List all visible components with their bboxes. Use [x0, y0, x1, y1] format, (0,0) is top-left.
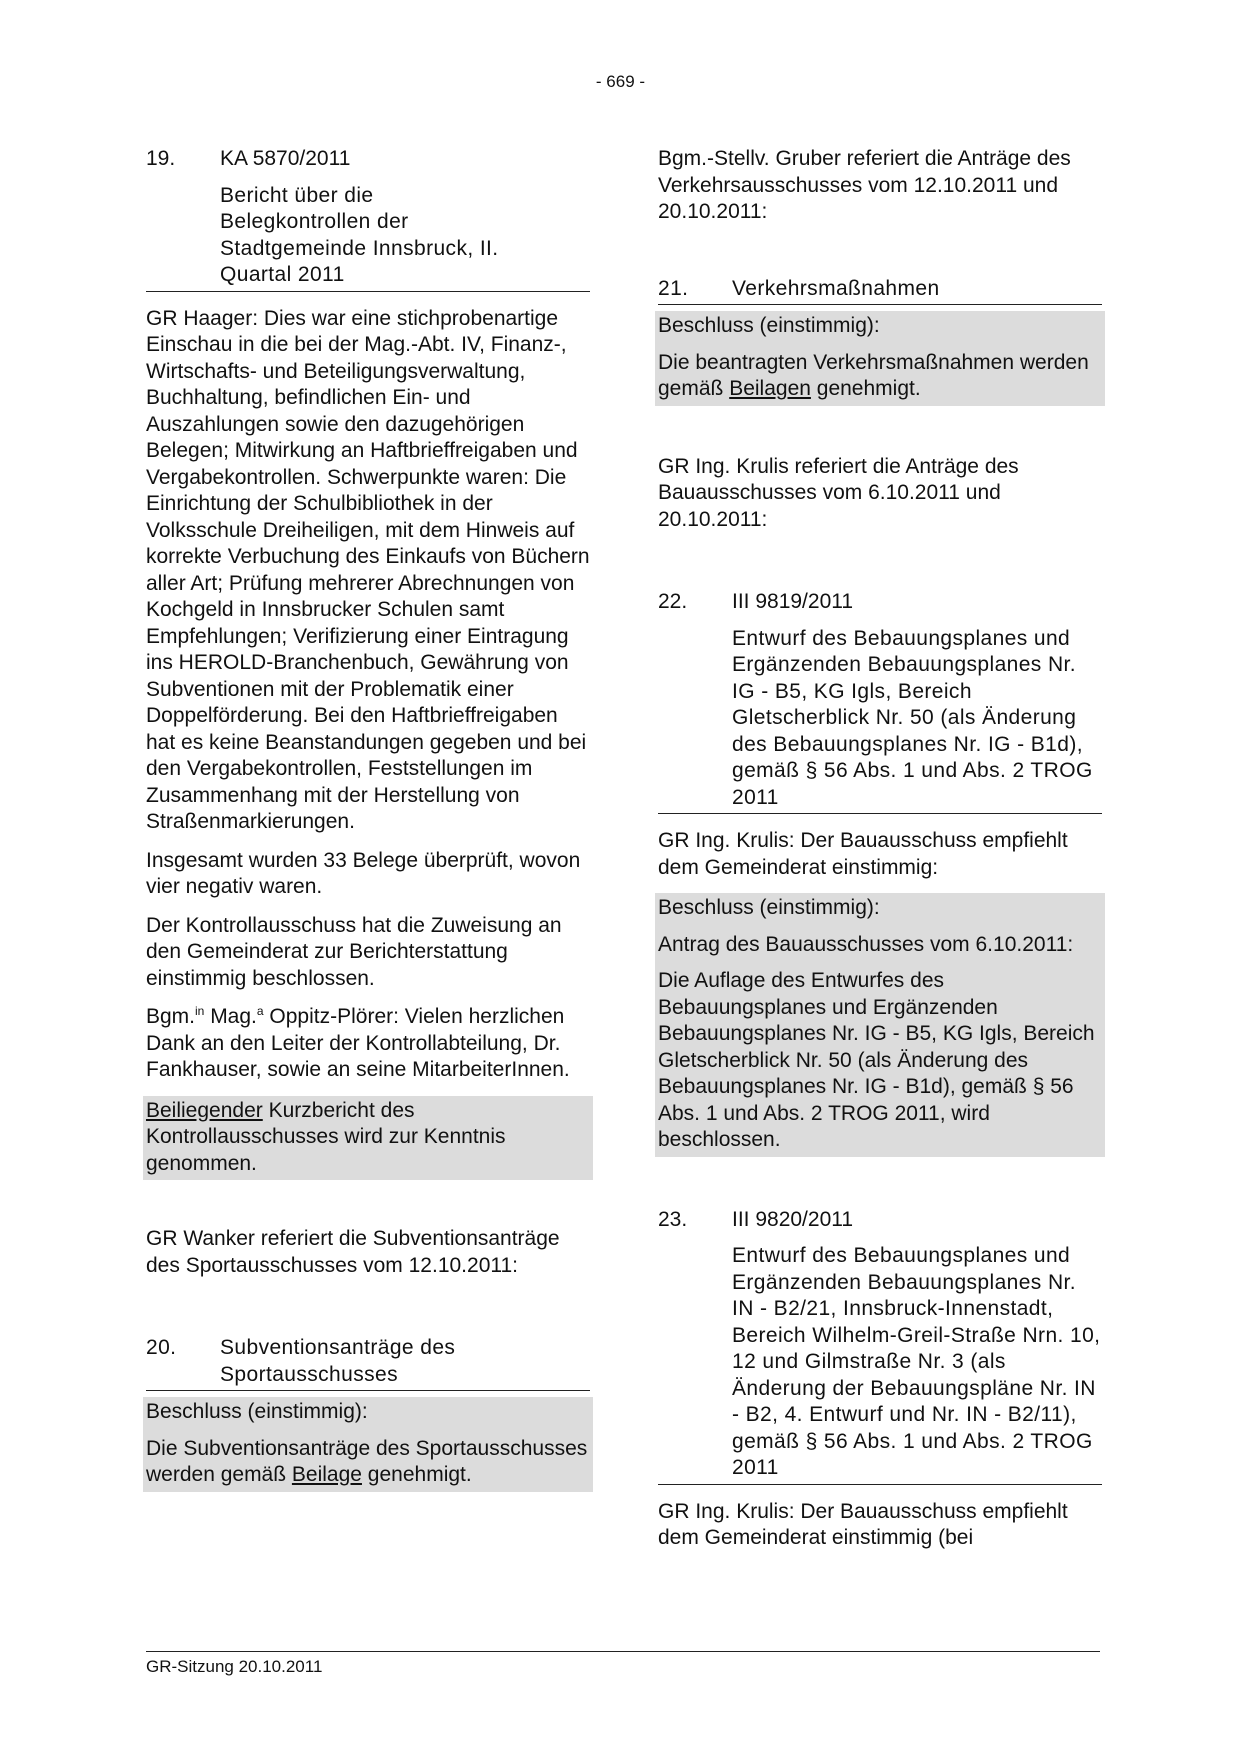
item-number: 20. [146, 1336, 177, 1359]
item-title: Verkehrsmaßnahmen [732, 276, 940, 300]
agenda-item-20 [146, 1335, 590, 1391]
right-column [658, 146, 1102, 1552]
paragraph-belege: Insgesamt wurden 33 Belege überprüft, wovon vier negativ waren. [146, 848, 581, 898]
decision-heading: Beschluss (einstimmig): [658, 896, 880, 919]
left-column [146, 146, 590, 1492]
antrag-line: Antrag des Bauausschusses vom 6.10.2011: [658, 932, 1074, 956]
item-title: Bericht über die Belegkontrollen der Stadtgemeinde Innsbruck, II. Quartal 2011 [220, 183, 499, 286]
paragraph-oppitz-ploerer: Bgm.$^{in}$ Mag.$^a$ Oppitz-Plörer: Vielen herzlichen Dank an den Leiter der Kontrollabteilung, Dr. Fankhauser, sowie an seine MitarbeiterInnen. [146, 1004, 570, 1081]
item-reference: III 9820/2011 [732, 1207, 854, 1231]
item-title: Entwurf des Bebauungsplanes und Ergänzenden Bebauungsplanes Nr. IN - B2/21, Innsbruck-Innenstadt, Bereich Wilhelm-Greil-Straße Nrn. 10, 12 und Gilmstraße Nr. 3 (als Änderung der Bebauungspläne Nr. IN - B2, 4. Entwurf und Nr. IN - B2/11), gemäß § 56 Abs. 1 und Abs. 2 TROG 2011 [732, 1244, 1101, 1479]
item-reference: KA 5870/2011 [220, 147, 351, 170]
agenda-item-21 [658, 276, 1102, 306]
paragraph-kontrollausschuss: Der Kontrollausschuss hat die Zuweisung an den Gemeinderat zur Berichterstattung einstimmig beschlossen. [146, 913, 562, 990]
decision-text: Die Auflage des Entwurfes des Bebauungsplanes und Ergänzenden Bebauungsplanes Nr. IG - B5, KG Igls, Bereich Gletscherblick Nr. 50 (als Änderung des Bebauungsplanes Nr. IG - B1d), gemäß § 56 Abs. 1 und Abs. 2 TROG 2011, wird beschlossen. [658, 969, 1095, 1151]
decision-heading: Beschluss (einstimmig): [658, 314, 880, 337]
item-title: Entwurf des Bebauungsplanes und Ergänzenden Bebauungsplanes Nr. IG - B5, KG Igls, Bereich Gletscherblick Nr. 50 (als Änderung des Bebauungsplanes Nr. IG - B1d), gemäß § 56 Abs. 1 und Abs. 2 TROG 2011 [732, 626, 1093, 809]
decision-box-bau [655, 893, 1105, 1157]
item-title: Subventionsanträge des Sportausschusses [220, 1336, 456, 1386]
item-number: 21. [658, 276, 689, 300]
paragraph-krulis-3: GR Ing. Krulis: Der Bauausschuss empfiehlt dem Gemeinderat einstimmig (bei [658, 1499, 1068, 1549]
beiliegender-link[interactable]: Beiliegender [146, 1098, 263, 1122]
page-number: - 669 - [595, 72, 646, 91]
item-number: 23. [658, 1207, 688, 1231]
decision-heading: Beschluss (einstimmig): [146, 1400, 368, 1423]
agenda-item-22 [658, 589, 1102, 814]
footer-text: GR-Sitzung 20.10.2011 [146, 1657, 323, 1676]
paragraph-krulis-2: GR Ing. Krulis: Der Bauausschuss empfiehlt dem Gemeinderat einstimmig: [658, 829, 1068, 879]
agenda-item-19 [146, 146, 590, 292]
beilagen-link[interactable]: Beilagen [729, 377, 811, 400]
paragraph-gruber: Bgm.-Stellv. Gruber referiert die Anträge des Verkehrsausschusses vom 12.10.2011 und 20.10.2011: [658, 147, 1071, 223]
decision-box-kurzbericht: Beiliegender Kurzbericht des Kontrollausschusses wird zur Kenntnis genommen. [143, 1096, 593, 1181]
paragraph-haager: GR Haager: Dies war eine stichprobenartige Einschau in die bei der Mag.-Abt. IV, Finanz-, Wirtschafts- und Beteiligungsverwaltung, Buchhaltung, befindlichen Ein- und Auszahlungen sowie den dazugehörigen Belegen; Mitwirkung an Haftbrieffreigaben und Vergabekontrollen. Schwerpunkte waren: Die Einrichtung der Schulbibliothek in der Volksschule Dreiheiligen, mit dem Hinweis auf korrekte Verbuchung des Einkaufs von Büchern aller Art; Prüfung mehrerer Abrechnungen von Kochgeld in Innsbrucker Schulen samt Empfehlungen; Verifizierung einer Eintragung ins HEROLD-Branchenbuch, Gewährung von Subventionen mit der Problematik einer Doppelförderung. Bei den Haftbrieffreigaben hat es keine Beanstandungen gegeben und bei den Vergabekontrollen, Feststellungen im Zusammenhang mit der Herstellung von Straßenmarkierungen. [146, 306, 590, 833]
footer-divider [146, 1651, 1100, 1652]
item-reference: III 9819/2011 [732, 590, 854, 613]
paragraph-krulis-1: GR Ing. Krulis referiert die Anträge des Bauausschusses vom 6.10.2011 und 20.10.2011: [658, 454, 1019, 531]
item-number: 19. [146, 147, 176, 170]
paragraph-wanker: GR Wanker referiert die Subventionsanträge des Sportausschusses vom 12.10.2011: [146, 1227, 560, 1277]
decision-box-verkehr: Beschluss (einstimmig): Die beantragten Verkehrsmaßnahmen werden gemäß Beilagen genehmigt. [655, 311, 1105, 406]
decision-box-sport: Beschluss (einstimmig): Die Subventionsanträge des Sportausschusses werden gemäß Beilage genehmigt. [143, 1397, 593, 1492]
agenda-item-23 [658, 1207, 1102, 1485]
beilage-link[interactable]: Beilage [291, 1463, 362, 1486]
item-number: 22. [658, 590, 688, 613]
